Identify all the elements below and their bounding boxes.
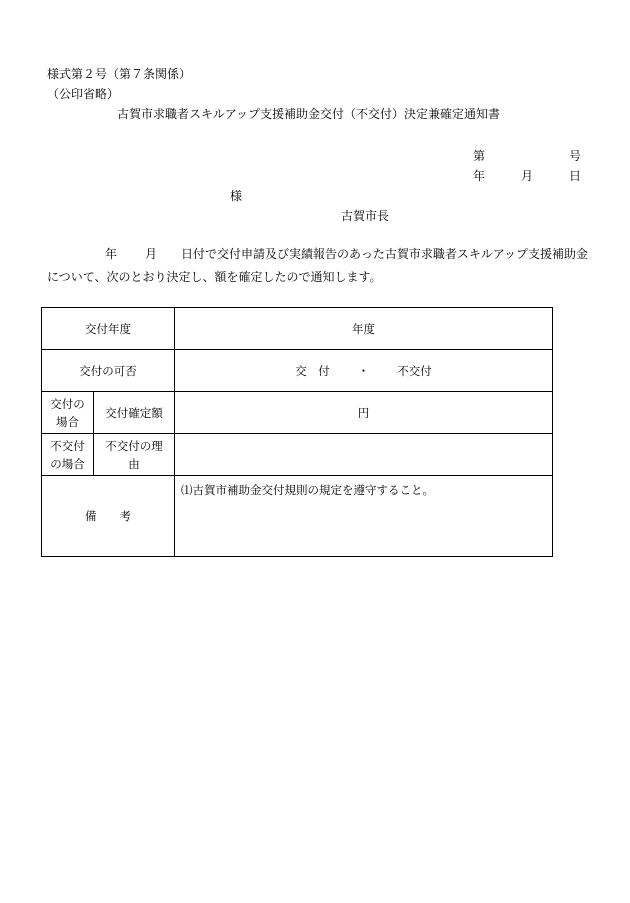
fiscal-year-value: 年度 <box>175 308 553 350</box>
approval-separator: ・ <box>357 363 370 378</box>
body-text: 日付で交付申請及び実績報告のあった古賀市求職者スキルアップ支援補助金について、次のとおり決定し、額を確定したので通知します。 <box>47 247 588 284</box>
approval-options <box>175 350 553 392</box>
date-day: 日 <box>569 169 582 183</box>
approval-grant: 交 付 <box>295 363 330 378</box>
remarks-label: 備 考 <box>42 476 175 557</box>
date-year: 年 <box>473 169 486 183</box>
grant-amount-unit: 円 <box>175 392 553 434</box>
body-month: 月 <box>145 247 158 261</box>
grant-case-label: 交付の場合 <box>42 392 94 434</box>
date-month: 月 <box>521 169 534 183</box>
fiscal-year-label: 交付年度 <box>42 308 175 350</box>
document-title: 古賀市求職者スキルアップ支援補助金交付（不交付）決定兼確定通知書 <box>117 107 501 121</box>
remarks-text: ⑴古賀市補助金交付規則の規定を遵守すること。 <box>175 476 553 557</box>
issuer: 古賀市長 <box>341 209 390 223</box>
recipient-suffix: 様 <box>230 189 243 203</box>
body-paragraph <box>47 243 592 289</box>
deny-reason-label: 不交付の理由 <box>94 434 175 476</box>
doc-number-dai: 第 <box>473 149 486 163</box>
deny-case-label: 不交付の場合 <box>42 434 94 476</box>
approval-deny: 不交付 <box>397 363 432 378</box>
seal-note: （公印省略） <box>47 87 120 101</box>
grant-decision-table <box>41 307 553 557</box>
body-year: 年 <box>105 247 118 261</box>
deny-reason-value <box>175 434 553 476</box>
doc-number-go: 号 <box>569 149 582 163</box>
form-number: 様式第２号（第７条関係） <box>47 67 192 81</box>
grant-amount-label: 交付確定額 <box>94 392 175 434</box>
approval-label: 交付の可否 <box>42 350 175 392</box>
